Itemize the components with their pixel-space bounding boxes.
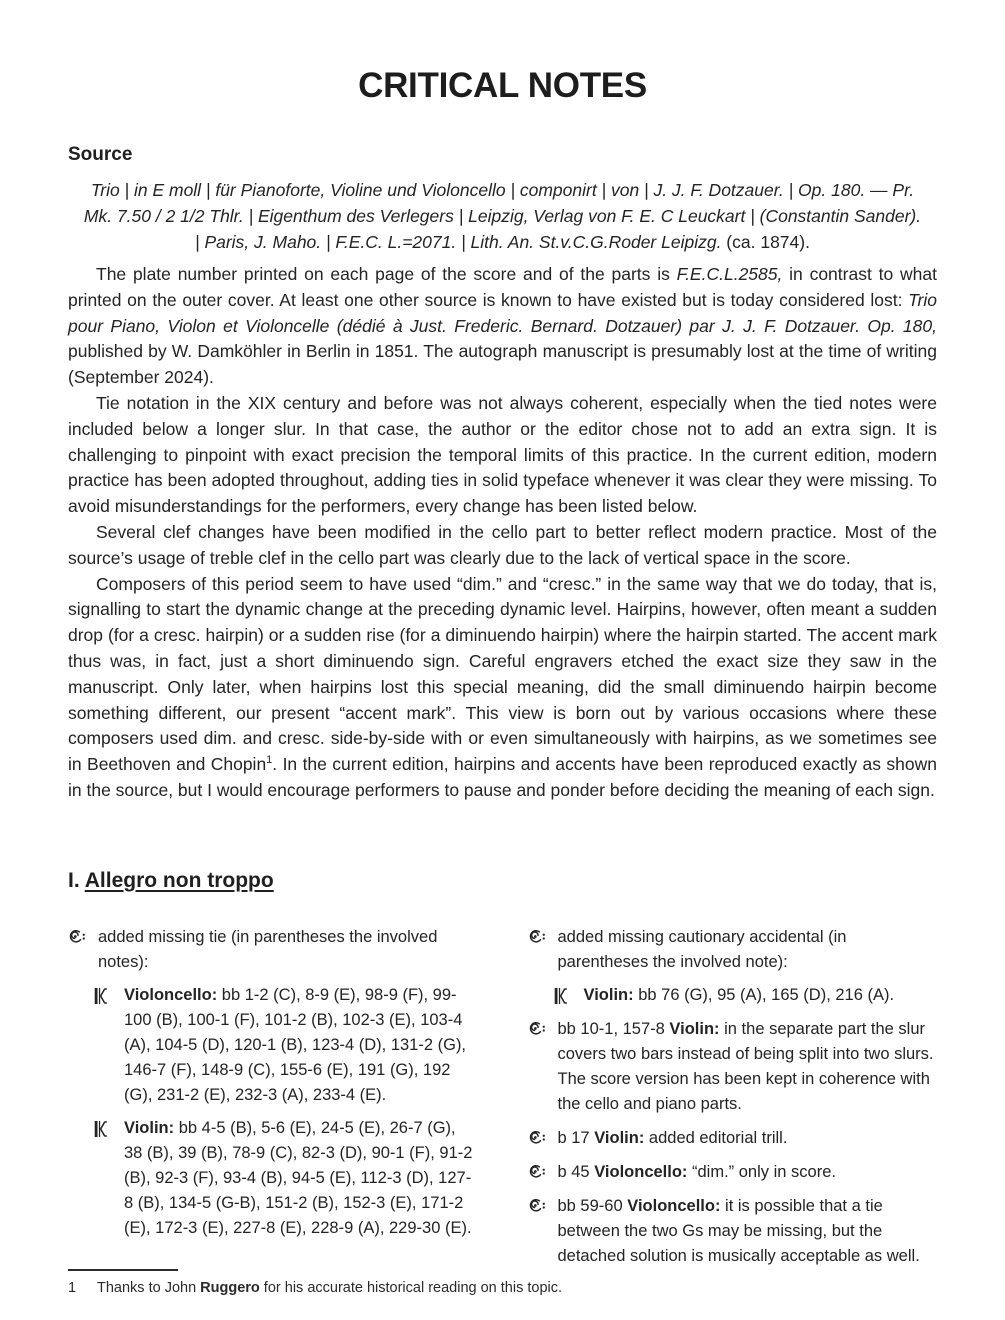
- footnote-divider: [68, 1269, 178, 1271]
- movement-heading: [68, 868, 937, 894]
- alto-clef-icon: [554, 983, 584, 1008]
- note-item-slur: [528, 1017, 938, 1117]
- movement-title: Allegro non troppo: [84, 868, 274, 892]
- note-item-trill: [528, 1126, 938, 1151]
- note-text: [584, 983, 938, 1008]
- paragraph-clef-changes: Several clef changes have been modified in the cello part to better reflect modern practice. Most of the source’s usage of treble clef in the cello part was clearly due to the lack of vertical space in the score.: [68, 521, 937, 568]
- instrument-label: Violoncello:: [124, 985, 218, 1004]
- note-subitem-violin: [94, 1116, 478, 1241]
- paragraph-dynamics: [68, 572, 937, 804]
- notes-column-left: [68, 916, 478, 1269]
- note-text: [558, 1160, 938, 1185]
- bar-list: bb 76 (G), 95 (A), 165 (D), 216 (A).: [633, 985, 895, 1004]
- bass-clef-icon: [528, 1160, 558, 1185]
- page-title: CRITICAL NOTES: [358, 66, 647, 105]
- footnote: [68, 1269, 937, 1298]
- instrument-label: Violoncello:: [627, 1196, 721, 1215]
- bass-clef-icon: [528, 1126, 558, 1151]
- alto-clef-icon: [94, 983, 124, 1108]
- instrument-label: Violin:: [583, 985, 634, 1004]
- note-detail: added editorial trill.: [644, 1128, 788, 1147]
- lost-source-title: Trio pour Piano, Violon et Violoncelle (dédié à Just. Frederic. Bernard. Dotzauer) par J. J. F. Dotzauer. Op. 180,: [68, 289, 937, 336]
- note-detail: “dim.” only in score.: [687, 1162, 836, 1181]
- note-text: [558, 1126, 938, 1151]
- paragraph-text: Composers of this period seem to have used “dim.” and “cresc.” in the same way that we do today, that is, signalling to start the dynamic change at the preceding dynamic level. Hairpins, however, often meant a sudden drop (for a cresc. hairpin) or a sudden rise (for a diminuendo hairpin) where the hairpin started. The accent mark thus was, in fact, just a short diminuendo sign. Careful engravers etched the exact size they saw in the manuscript. Only later, when hairpins lost this special meaning, did the small diminuendo hairpin become something different, our present “accent mark”. This view is born out by various occasions where these composers used dim. and cresc. side-by-side with or even simultaneously with hairpins, as we sometimes see in Beethoven and Chopin: [68, 573, 937, 775]
- bass-clef-icon: [528, 1017, 558, 1117]
- instrument-label: Violin:: [594, 1128, 645, 1147]
- instrument-label: Violin:: [669, 1019, 720, 1038]
- source-heading: Source: [68, 144, 133, 165]
- paragraph-tie-notation: Tie notation in the XIX century and before was not always coherent, especially when the tied notes were included below a longer slur. In that case, the author or the editor chose not to add an extra sign. It is challenging to pinpoint with exact precision the temporal limits of this practice. In the current edition, modern practice has been adopted throughout, adding ties in solid typeface whenever it was clear they were missing. To avoid misunderstandings for the performers, every change has been listed below.: [68, 392, 937, 517]
- paragraph-text: published by W. Damköhler in Berlin in 1851. The autograph manuscript is presumably lost at the time of writing (September 2024).: [68, 341, 937, 388]
- source-citation: [82, 177, 923, 255]
- footnote-text-part: Thanks to John: [97, 1279, 201, 1296]
- bass-clef-icon: [528, 925, 558, 975]
- footnote-text: [97, 1278, 562, 1298]
- note-text: [124, 983, 478, 1108]
- note-detail: it is possible that a tie between the two Gs may be missing, but the detached solution is musically acceptable as well.: [557, 1196, 920, 1265]
- paragraph-plate-number: [68, 262, 937, 391]
- movement-number: I.: [68, 868, 85, 892]
- instrument-label: Violin:: [124, 1118, 175, 1137]
- body-text: [68, 262, 937, 804]
- bar-reference: bb 59-60: [557, 1196, 628, 1215]
- note-detail: in the separate part the slur covers two bars instead of being split into two slurs. The score version has been kept in coherence with the cello and piano parts.: [557, 1019, 934, 1113]
- note-text: added missing cautionary accidental (in parentheses the involved note):: [557, 927, 847, 971]
- bar-reference: b 45: [557, 1162, 595, 1181]
- note-subitem-violoncello: [94, 983, 478, 1108]
- bar-reference: bb 10-1, 157-8: [557, 1019, 670, 1038]
- note-item-tie-gs: [528, 1194, 938, 1269]
- bar-list: bb 4-5 (B), 5-6 (E), 24-5 (E), 26-7 (G), 38 (B), 39 (B), 78-9 (C), 82-3 (D), 90-1 (F), 91-2 (B), 92-3 (F), 93-4 (B), 94-5 (E), 112-3 (D), 127-8 (B), 134-5 (G-B), 151-2 (B), 152-3 (E), 171-2 (E), 172-3 (E), 227-8 (E), 228-9 (A), 229-30 (E).: [124, 1118, 473, 1237]
- bar-list: bb 1-2 (C), 8-9 (E), 98-9 (F), 99-100 (B), 100-1 (F), 101-2 (B), 102-3 (E), 103-4 (A), 104-5 (D), 120-1 (B), 123-4 (D), 131-2 (G), 146-7 (F), 148-9 (C), 155-6 (E), 191 (G), 192 (G), 231-2 (E), 232-3 (A), 233-4 (E).: [124, 985, 467, 1104]
- paragraph-text: in contrast to what printed on the outer cover. At least one other source is known to have existed but is today considered lost:: [68, 264, 937, 310]
- note-item-accidental: [528, 925, 938, 975]
- footnote-number: 1: [68, 1279, 77, 1296]
- notes-columns: [68, 916, 937, 1269]
- footnote-person-name: Ruggero: [200, 1279, 260, 1296]
- bar-reference: b 17: [557, 1128, 595, 1147]
- footnote-text-part: for his accurate historical reading on this topic.: [259, 1279, 563, 1296]
- note-item-dim: [528, 1160, 938, 1185]
- footnote-reference: 1: [266, 754, 273, 767]
- alto-clef-icon: [94, 1116, 124, 1241]
- paragraph-text: The plate number printed on each page of the score and of the parts is: [96, 264, 677, 284]
- instrument-label: Violoncello:: [594, 1162, 688, 1181]
- note-text: [124, 1116, 478, 1241]
- note-text: [558, 1194, 938, 1269]
- notes-column-right: [528, 916, 938, 1269]
- source-citation-italic: Trio | in E moll | für Pianoforte, Violine und Violoncello | componirt | von | J. J. F. Dotzauer. | Op. 180. — Pr. Mk. 7.50 / 2 1/2 Thlr. | Eigenthum des Verlegers | Leipzig, Verlag von F. E. C Leuckart | (Constantin Sander). | Paris, J. Maho. | F.E.C. L.=2071. | Lith. An. St.v.C.G.Roder Leipizg.: [83, 180, 922, 252]
- note-subitem-violin-accidental: [554, 983, 938, 1008]
- plate-number: F.E.C.L.2585,: [676, 264, 783, 284]
- bass-clef-icon: [68, 925, 98, 975]
- note-text: added missing tie (in parentheses the involved notes):: [98, 927, 438, 971]
- bass-clef-icon: [528, 1194, 558, 1269]
- note-item-tie: [68, 925, 478, 975]
- source-citation-date: (ca. 1874).: [726, 232, 810, 252]
- paragraph-text: . In the current edition, hairpins and accents have been reproduced exactly as shown in the source, but I would encourage performers to pause and ponder before deciding the meaning of each sign.: [68, 754, 937, 800]
- note-text: [558, 1017, 938, 1117]
